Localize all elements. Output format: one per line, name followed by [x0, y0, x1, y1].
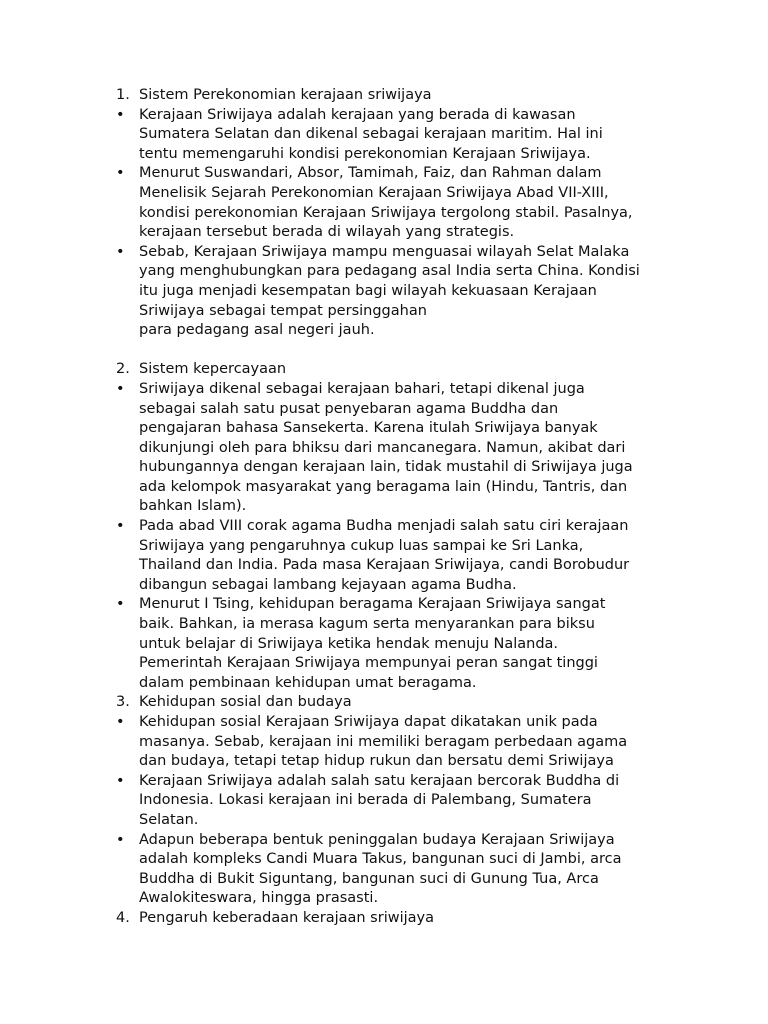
- bullet-item: [116, 243, 678, 341]
- text-line: dan budaya, tetapi tetap hidup rukun dan bersatu demi Sriwijaya: [139, 753, 614, 770]
- text-line: Sriwijaya sebagai tempat persinggahan: [139, 302, 427, 319]
- text-line: adalah kompleks Candi Muara Takus, bangunan suci di Jambi, arca: [139, 851, 622, 868]
- text-line: tentu memengaruhi kondisi perekonomian Kerajaan Sriwijaya.: [139, 145, 591, 162]
- bullet-marker: •: [116, 243, 125, 260]
- text-line: masanya. Sebab, kerajaan ini memiliki beragam perbedaan agama: [139, 733, 628, 750]
- text-line: kondisi perekonomian Kerajaan Sriwijaya tergolong stabil. Pasalnya,: [139, 204, 633, 221]
- list-number: 4.: [116, 909, 130, 926]
- list-number: 1.: [116, 87, 130, 103]
- bullet-marker: •: [116, 772, 125, 789]
- text-line: Menurut I Tsing, kehidupan beragama Kerajaan Sriwijaya sangat: [139, 596, 606, 613]
- text-line: Kerajaan Sriwijaya adalah salah satu kerajaan bercorak Buddha di: [139, 772, 620, 789]
- text-line: yang menghubungkan para pedagang asal India serta China. Kondisi: [139, 263, 640, 280]
- text-line: Menurut Suswandari, Absor, Tamimah, Faiz, dan Rahman dalam: [139, 165, 602, 182]
- text-line: dikunjungi oleh para bhiksu dari mancanegara. Namun, akibat dari: [139, 439, 626, 456]
- text-line: Buddha di Bukit Siguntang, bangunan suci di Gunung Tua, Arca: [139, 870, 599, 887]
- text-line: itu juga menjadi kesempatan bagi wilayah kekuasaan Kerajaan: [139, 282, 597, 299]
- text-line: Thailand dan India. Pada masa Kerajaan Sriwijaya, candi Borobudur: [139, 557, 630, 574]
- heading-text: Kehidupan sosial dan budaya: [139, 694, 352, 711]
- text-line: Sumatera Selatan dan dikenal sebagai kerajaan maritim. Hal ini: [139, 126, 603, 143]
- text-line: Pada abad VIII corak agama Budha menjadi salah satu ciri kerajaan: [139, 518, 629, 535]
- text-line: Kehidupan sosial Kerajaan Sriwijaya dapat dikatakan unik pada: [139, 714, 598, 730]
- bullet-item: [116, 106, 678, 165]
- text-line: Adapun beberapa bentuk peninggalan budaya Kerajaan Sriwijaya: [139, 831, 615, 848]
- text-line: bahkan Islam).: [139, 498, 247, 515]
- heading-text: Pengaruh keberadaan kerajaan sriwijaya: [139, 909, 434, 926]
- bullet-item: [116, 831, 678, 909]
- bullet-marker: •: [116, 380, 125, 397]
- bullet-item: [116, 595, 678, 693]
- bullet-item: [116, 772, 678, 831]
- section-heading: [116, 86, 678, 106]
- heading-text: Sistem Perekonomian kerajaan sriwijaya: [139, 87, 432, 103]
- text-line: baik. Bahkan, ia merasa kagum serta menyarankan para biksu: [139, 616, 595, 633]
- text-line: Sriwijaya dikenal sebagai kerajaan bahari, tetapi dikenal juga: [139, 380, 585, 397]
- text-line: Kerajaan Sriwijaya adalah kerajaan yang berada di kawasan: [139, 106, 576, 123]
- bullet-marker: •: [116, 165, 125, 182]
- bullet-marker: •: [116, 831, 125, 848]
- bullet-item: [116, 164, 678, 242]
- bullet-item: [116, 380, 678, 517]
- bullet-marker: •: [116, 596, 125, 613]
- text-line: pengajaran bahasa Sansekerta. Karena itulah Sriwijaya banyak: [139, 420, 598, 437]
- text-line: Sebab, Kerajaan Sriwijaya mampu menguasai wilayah Selat Malaka: [139, 243, 630, 260]
- text-line: para pedagang asal negeri jauh.: [139, 322, 375, 339]
- text-line: untuk belajar di Sriwijaya ketika hendak menuju Nalanda.: [139, 635, 559, 652]
- text-line: Selatan.: [139, 811, 199, 828]
- bullet-item: [116, 517, 678, 595]
- section-heading: [116, 360, 678, 380]
- text-line: Sriwijaya yang pengaruhnya cukup luas sampai ke Sri Lanka,: [139, 537, 584, 554]
- text-line: ada kelompok masyarakat yang beragama lain (Hindu, Tantris, dan: [139, 478, 628, 495]
- list-number: 2.: [116, 361, 130, 378]
- list-number: 3.: [116, 694, 130, 711]
- text-line: hubungannya dengan kerajaan lain, tidak mustahil di Sriwijaya juga: [139, 459, 633, 476]
- bullet-marker: •: [116, 106, 125, 123]
- section-heading: [116, 693, 678, 713]
- bullet-item: [116, 713, 678, 772]
- text-line: dalam pembinaan kehidupan umat beragama.: [139, 674, 477, 691]
- bullet-marker: •: [116, 518, 125, 535]
- text-line: Pemerintah Kerajaan Sriwijaya mempunyai peran sangat tinggi: [139, 655, 598, 672]
- bullet-marker: •: [116, 714, 125, 730]
- text-line: Indonesia. Lokasi kerajaan ini berada di Palembang, Sumatera: [139, 792, 592, 809]
- paragraph-gap: [116, 341, 678, 361]
- text-line: Menelisik Sejarah Perekonomian Kerajaan Sriwijaya Abad VII-XIII,: [139, 184, 609, 201]
- text-line: kerajaan tersebut berada di wilayah yang strategis.: [139, 224, 515, 241]
- section-heading: [116, 909, 678, 929]
- text-line: Awalokiteswara, hingga prasasti.: [139, 890, 379, 907]
- text-line: sebagai salah satu pusat penyebaran agama Buddha dan: [139, 400, 559, 417]
- heading-text: Sistem kepercayaan: [139, 361, 287, 378]
- text-line: dibangun sebagai lambang kejayaan agama Budha.: [139, 576, 517, 593]
